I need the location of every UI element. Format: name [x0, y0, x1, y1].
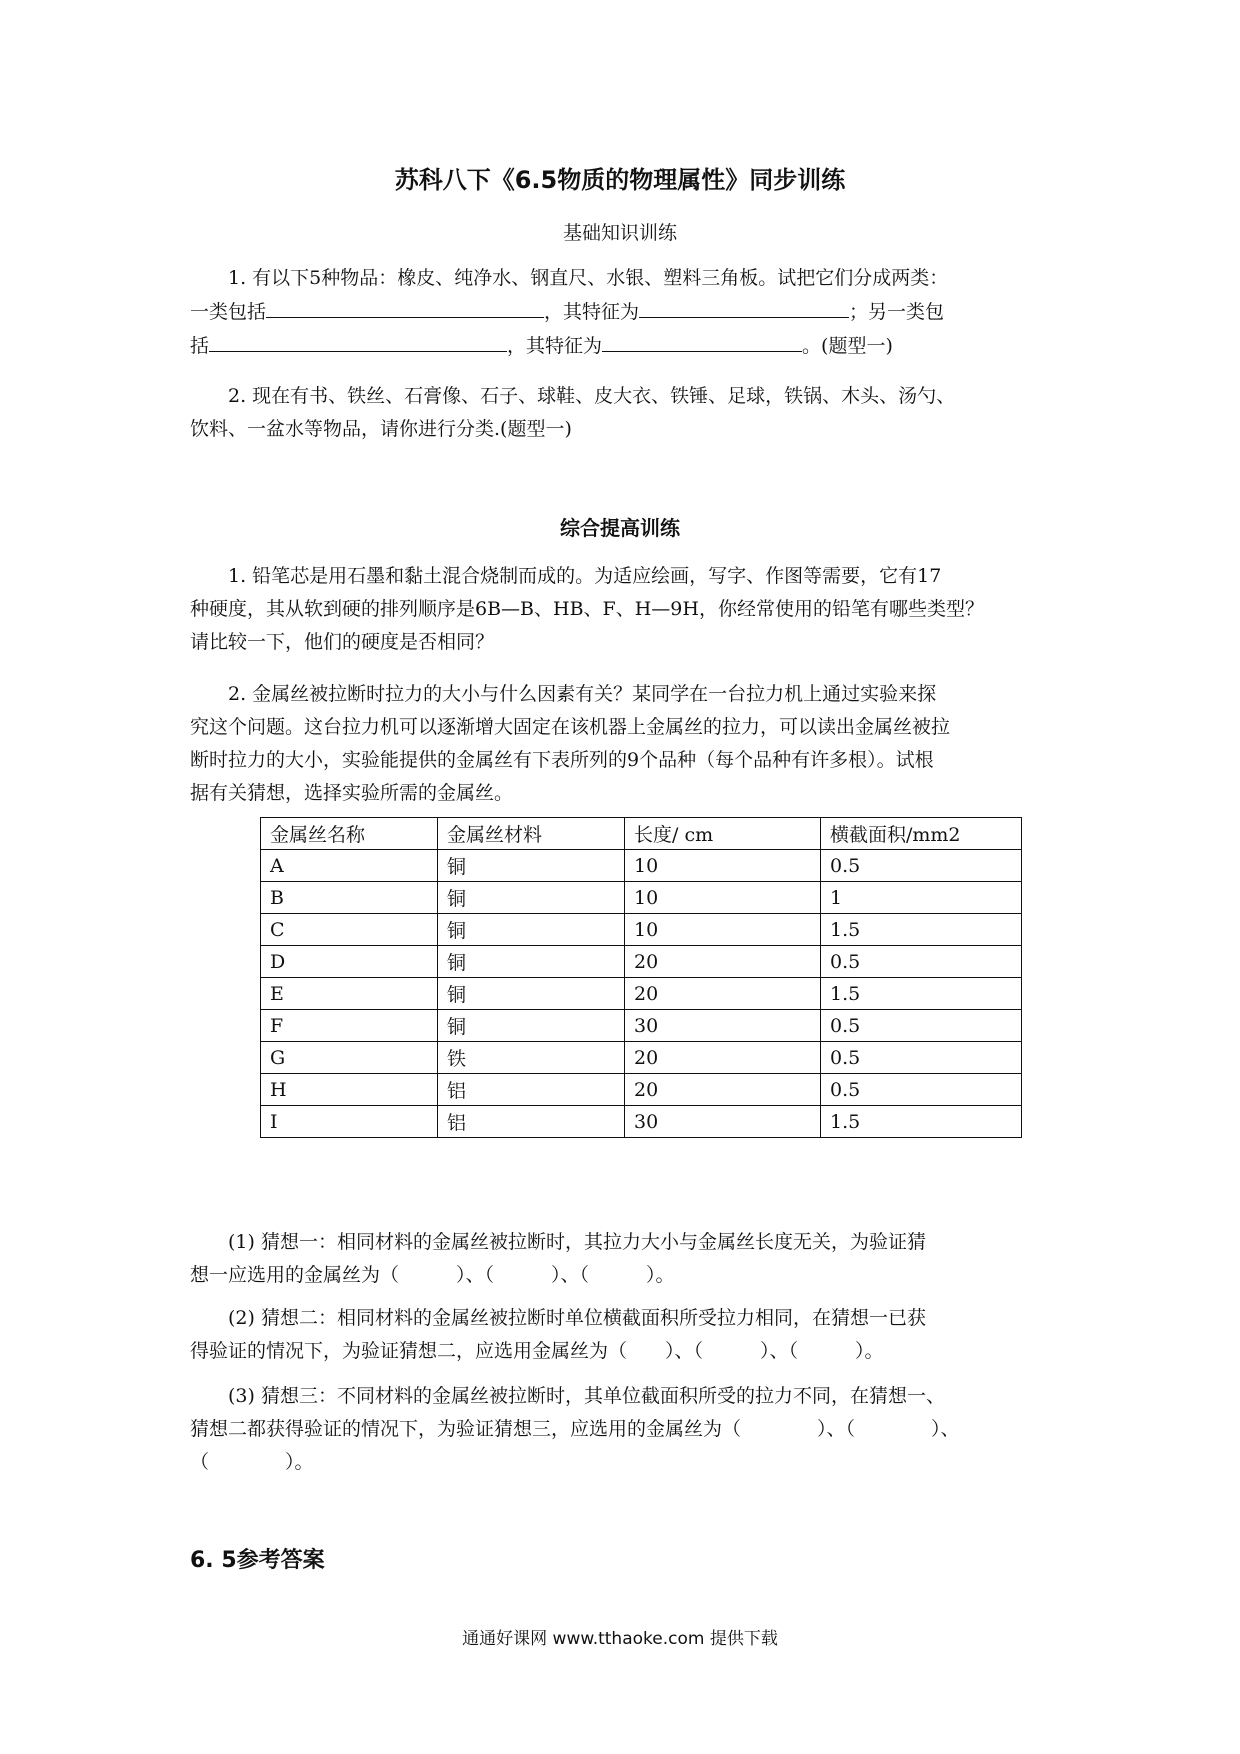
question-line: 据有关猜想，选择实验所需的金属丝。 [190, 782, 514, 804]
table-row [261, 978, 1022, 1010]
table-cell: 10 [625, 914, 821, 946]
question-text: 。(题型一) [802, 335, 893, 357]
table-cell: 0.5 [821, 946, 1022, 978]
table-cell: 10 [625, 882, 821, 914]
table-row [261, 946, 1022, 978]
table-cell: 1.5 [821, 978, 1022, 1010]
table-cell: 铁 [438, 1042, 625, 1074]
table-cell: 1.5 [821, 914, 1022, 946]
table-cell: 铜 [438, 1010, 625, 1042]
question-line: 想一应选用的金属丝为（ ）、（ ）、（ ）。 [190, 1264, 675, 1286]
table-cell: 铜 [438, 850, 625, 882]
answer-blank[interactable] [266, 295, 544, 318]
table-cell: 铜 [438, 978, 625, 1010]
table-cell: E [261, 978, 438, 1010]
table-row [261, 1106, 1022, 1138]
table-cell: 20 [625, 978, 821, 1010]
question-text: ，其特征为 [544, 301, 640, 323]
table-cell: 铜 [438, 946, 625, 978]
table-cell: H [261, 1074, 438, 1106]
question-line: 断时拉力的大小，实验能提供的金属丝有下表所列的9个品种（每个品种有许多根）。试根 [190, 749, 934, 771]
guess-1 [190, 1226, 1060, 1292]
table-cell: 铝 [438, 1074, 625, 1106]
table-header-cell: 横截面积/mm2 [821, 818, 1022, 850]
metal-wire-table [260, 817, 1022, 1138]
question-advanced-1 [190, 560, 1060, 659]
section-heading-basic: 基础知识训练 [562, 222, 677, 244]
table-cell: B [261, 882, 438, 914]
table-header-cell: 长度/ cm [625, 818, 821, 850]
page-footer: 通通好课网 www.tthaoke.com 提供下载 [462, 1629, 778, 1649]
table-row [261, 1042, 1022, 1074]
answer-blank[interactable] [209, 329, 507, 352]
question-line: 种硬度，其从软到硬的排列顺序是6B—B、HB、F、H—9H，你经常使用的铅笔有哪些类型？ [190, 598, 984, 620]
answer-blank[interactable] [639, 295, 849, 318]
table-cell: 0.5 [821, 850, 1022, 882]
table-cell: 铜 [438, 914, 625, 946]
question-text: 一类包括 [190, 301, 267, 323]
table-cell: F [261, 1010, 438, 1042]
question-line: （ ）。 [190, 1451, 314, 1473]
question-line: 得验证的情况下，为验证猜想二，应选用金属丝为（ ）、（ ）、（ ）。 [190, 1340, 884, 1362]
table-cell: I [261, 1106, 438, 1138]
guess-2 [190, 1302, 1060, 1368]
table-cell: 20 [625, 1042, 821, 1074]
table-cell: A [261, 850, 438, 882]
table-header-row [261, 818, 1022, 850]
question-line: 1. 铅笔芯是用石墨和黏土混合烧制而成的。为适应绘画，写字、作图等需要，它有17 [228, 565, 942, 587]
table-header-cell: 金属丝名称 [261, 818, 438, 850]
table-cell: 1 [821, 882, 1022, 914]
table-row [261, 850, 1022, 882]
table-cell: 20 [625, 1074, 821, 1106]
table-row [261, 1010, 1022, 1042]
section-heading-advanced: 综合提高训练 [560, 516, 680, 540]
table-cell: 铝 [438, 1106, 625, 1138]
question-line: 2. 现在有书、铁丝、石膏像、石子、球鞋、皮大衣、铁锤、足球，铁锅、木头、汤勺、 [228, 385, 956, 407]
table-header-cell: 金属丝材料 [438, 818, 625, 850]
question-line [190, 295, 1060, 329]
question-line: (3) 猜想三：不同材料的金属丝被拉断时，其单位截面积所受的拉力不同，在猜想一、 [228, 1385, 945, 1407]
question-line: 请比较一下，他们的硬度是否相同？ [190, 631, 495, 653]
table-row [261, 914, 1022, 946]
question-text: ，其特征为 [507, 335, 603, 357]
table-cell: 铜 [438, 882, 625, 914]
question-text: 括 [190, 335, 210, 357]
table-cell: 30 [625, 1010, 821, 1042]
table-cell: 0.5 [821, 1010, 1022, 1042]
table-cell: 0.5 [821, 1074, 1022, 1106]
question-line: 猜想二都获得验证的情况下，为验证猜想三，应选用的金属丝为（ ）、（ ）、 [190, 1418, 960, 1440]
question-line [190, 329, 1060, 363]
answer-blank[interactable] [602, 329, 802, 352]
question-line: 2. 金属丝被拉断时拉力的大小与什么因素有关？某同学在一台拉力机上通过实验来探 [228, 683, 937, 705]
table-cell: G [261, 1042, 438, 1074]
table-row [261, 1074, 1022, 1106]
table-cell: 0.5 [821, 1042, 1022, 1074]
question-line: 1. 有以下5种物品：橡皮、纯净水、钢直尺、水银、塑料三角板。试把它们分成两类： [228, 267, 949, 289]
table-cell: D [261, 946, 438, 978]
table-cell: 10 [625, 850, 821, 882]
table-cell: 30 [625, 1106, 821, 1138]
question-line: 究这个问题。这台拉力机可以逐渐增大固定在该机器上金属丝的拉力，可以读出金属丝被拉 [190, 716, 951, 738]
question-text: ；另一类包 [849, 301, 945, 323]
question-basic-2 [190, 380, 1060, 446]
document-title: 苏科八下《6.5物质的物理属性》同步训练 [394, 166, 846, 194]
table-cell: 1.5 [821, 1106, 1022, 1138]
table-cell: 20 [625, 946, 821, 978]
table-row [261, 882, 1022, 914]
table-cell: C [261, 914, 438, 946]
question-line: 饮料、一盆水等物品，请你进行分类.(题型一) [190, 418, 572, 440]
question-line: (2) 猜想二：相同材料的金属丝被拉断时单位横截面积所受拉力相同，在猜想一已获 [228, 1307, 926, 1329]
question-line: (1) 猜想一：相同材料的金属丝被拉断时，其拉力大小与金属丝长度无关，为验证猜 [228, 1231, 926, 1253]
question-advanced-2 [190, 678, 1060, 810]
answer-heading: 6. 5参考答案 [190, 1548, 325, 1573]
guess-3 [190, 1380, 1060, 1479]
question-basic-1 [190, 262, 1060, 363]
